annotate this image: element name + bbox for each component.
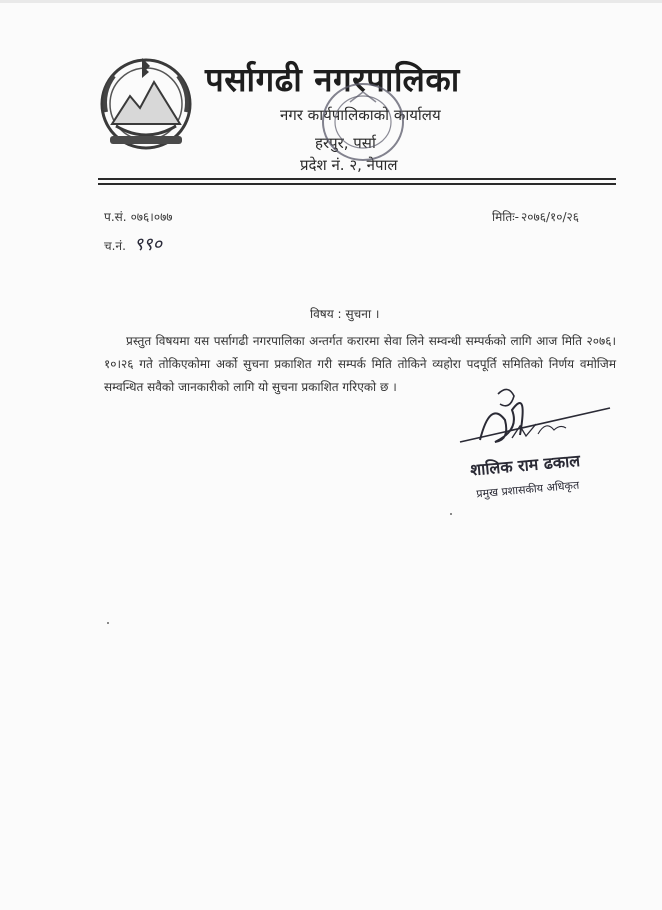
signatory-name: शालिक राम ढकाल bbox=[469, 450, 581, 480]
organization-name: पर्सागढी नगरपालिका bbox=[205, 60, 460, 99]
page-top-edge bbox=[0, 0, 662, 3]
government-emblem-icon bbox=[96, 52, 196, 152]
office-name: नगर कार्यपालिकाको कार्यालय bbox=[280, 106, 441, 124]
dispatch-value: ९९० bbox=[133, 234, 163, 255]
paper-speck bbox=[450, 513, 452, 515]
header-rule-bottom bbox=[98, 183, 616, 185]
subject-label: विषय : bbox=[310, 307, 342, 321]
subject-value: सुचना । bbox=[345, 307, 380, 321]
letter-date bbox=[492, 208, 617, 225]
office-stamp-icon bbox=[318, 80, 408, 165]
reference-value: ०७६।०७७ bbox=[130, 210, 173, 224]
dispatch-number bbox=[104, 232, 162, 256]
date-value: २०७६/१०/२६ bbox=[521, 210, 580, 224]
paper-speck bbox=[107, 622, 109, 624]
office-address: हरपुर, पर्सा bbox=[315, 134, 376, 152]
date-label: मितिः- bbox=[492, 210, 519, 224]
reference-label: प.सं. bbox=[104, 210, 127, 224]
notice-body: प्रस्तुत विषयमा यस पर्सागढी नगरपालिका अन्तर्गत करारमा सेवा लिने सम्वन्धी सम्पर्कको लागि आज मिति २०७६।१०।२६ गते तोकिएकोमा अर्को सुचना प्रकाशित गरी सम्पर्क मिति तोकिने व्यहोरा पदपूर्ति समितिको निर्णय वमोजिम सम्वन्धित सवैको जानकारीको लागि यो सुचना प्रकाशित गरिएको छ । bbox=[104, 334, 616, 394]
subject-line bbox=[310, 305, 379, 322]
dispatch-label: च.नं. bbox=[104, 239, 126, 253]
office-province: प्रदेश नं. २, नेपाल bbox=[300, 156, 398, 174]
signatory-title: प्रमुख प्रशासकीय अधिकृत bbox=[475, 478, 580, 501]
header-rule-top bbox=[98, 178, 616, 180]
reference-number bbox=[104, 208, 173, 225]
